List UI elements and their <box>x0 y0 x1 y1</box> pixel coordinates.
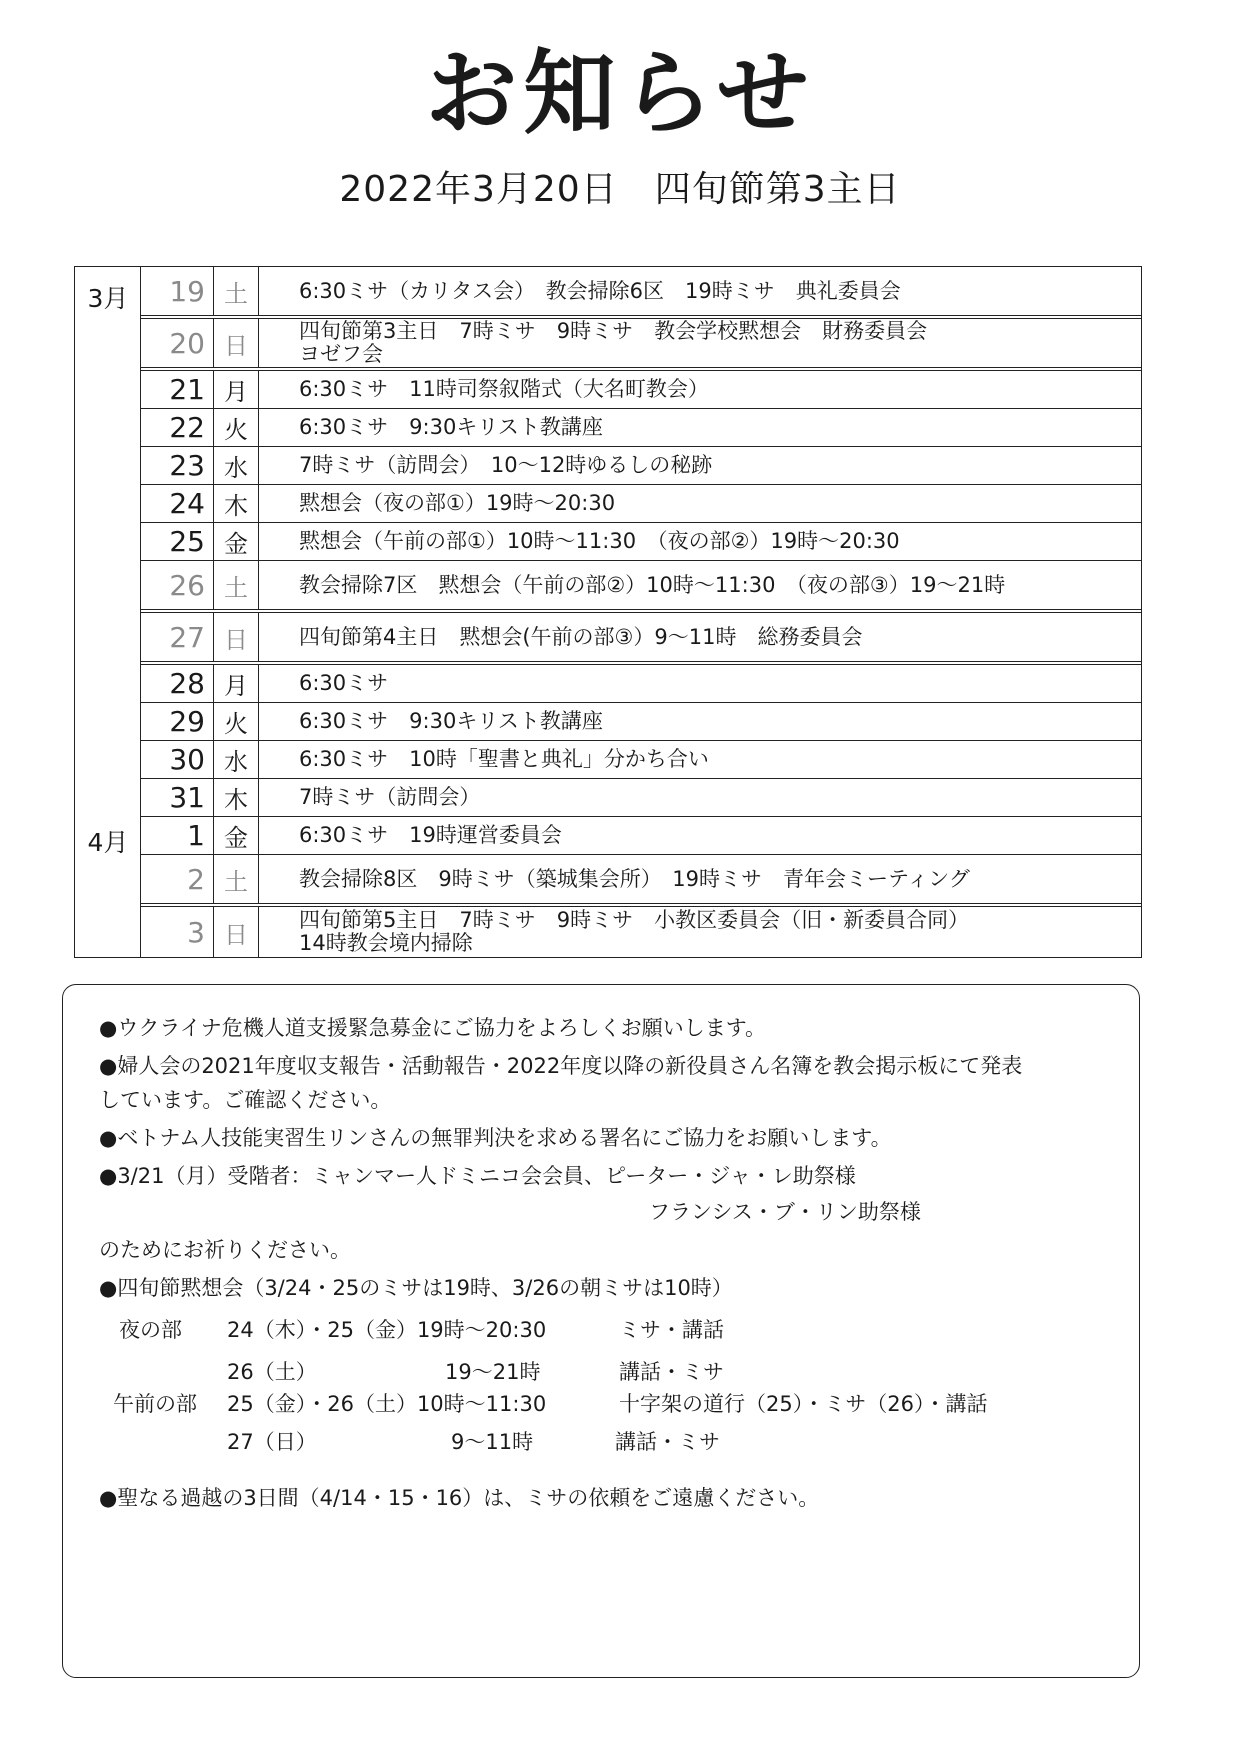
day-number: 27 <box>141 613 214 661</box>
notice-ordination-name: フランシス・ブ・リン助祭様 <box>649 1200 921 1224</box>
day-number: 2 <box>141 855 214 903</box>
weekday: 土 <box>214 855 259 903</box>
retreat-night1-items: ミサ・講話 <box>619 1318 724 1342</box>
schedule-row <box>141 613 1141 665</box>
retreat-morning2-date: 27（日） <box>227 1430 317 1454</box>
schedule-row <box>141 817 1141 855</box>
notice-triduum: ●聖なる過越の3日間（4/14・15・16）は、ミサの依頼をご遠慮ください。 <box>99 1486 820 1510</box>
weekday: 火 <box>214 409 259 446</box>
day-events: 6:30ミサ 10時「聖書と典礼」分かち合い <box>299 747 709 771</box>
schedule-row <box>141 741 1141 779</box>
weekday: 火 <box>214 703 259 740</box>
day-events: 教会掃除8区 9時ミサ（築城集会所） 19時ミサ 青年会ミーティング <box>299 866 970 891</box>
schedule-row <box>141 703 1141 741</box>
schedule-row <box>141 485 1141 523</box>
day-events: 6:30ミサ 9:30キリスト教講座 <box>299 415 603 439</box>
retreat-morning1-items: 十字架の道行（25）・ミサ（26）・講話 <box>619 1392 988 1416</box>
weekday: 月 <box>214 371 259 408</box>
weekday: 水 <box>214 447 259 484</box>
notice-ukraine-fund: ●ウクライナ危機人道支援緊急募金にご協力をよろしくお願いします。 <box>99 1016 767 1040</box>
notice-retreat: ●四旬節黙想会（3/24・25のミサは19時、3/26の朝ミサは10時） <box>99 1276 733 1300</box>
day-number: 22 <box>141 409 214 446</box>
day-events: 四旬節第5主日 7時ミサ 9時ミサ 小教区委員会（旧・新委員合同） 14時教会境内掃除 <box>299 908 970 955</box>
schedule-row <box>141 409 1141 447</box>
schedule-row <box>141 561 1141 613</box>
day-events: 黙想会（午前の部①）10時～11:30 （夜の部②）19時～20:30 <box>299 529 900 553</box>
schedule-row <box>141 907 1141 957</box>
retreat-morning-label: 午前の部 <box>113 1392 197 1416</box>
retreat-night2-date: 26（土） <box>227 1360 317 1384</box>
day-number: 25 <box>141 523 214 560</box>
notices-box <box>62 984 1140 1678</box>
day-events: 7時ミサ（訪問会） <box>299 785 481 809</box>
retreat-morning2-items: 講話・ミサ <box>615 1430 720 1454</box>
schedule-row <box>141 523 1141 561</box>
weekday: 金 <box>214 523 259 560</box>
weekday: 土 <box>214 267 259 315</box>
retreat-night-label: 夜の部 <box>119 1318 182 1342</box>
notice-womens-society-cont: しています。ご確認ください。 <box>99 1088 392 1112</box>
retreat-night2-items: 講話・ミサ <box>619 1360 724 1384</box>
weekday: 日 <box>214 613 259 661</box>
day-number: 21 <box>141 371 214 408</box>
day-number: 23 <box>141 447 214 484</box>
day-number: 3 <box>141 907 214 957</box>
day-events: 四旬節第4主日 黙想会(午前の部③）9～11時 総務委員会 <box>299 624 863 649</box>
day-number: 1 <box>141 817 214 854</box>
day-number: 20 <box>141 319 214 367</box>
weekday: 土 <box>214 561 259 609</box>
month-label-march: 3月 <box>87 284 129 313</box>
month-label-april: 4月 <box>87 828 129 857</box>
day-events: 6:30ミサ <box>299 671 389 695</box>
retreat-morning1-date: 25（金）・26（土）10時～11:30 <box>227 1392 547 1416</box>
schedule-row <box>141 855 1141 907</box>
day-number: 29 <box>141 703 214 740</box>
retreat-night1-date: 24（木）・25（金）19時～20:30 <box>227 1318 547 1342</box>
weekday: 日 <box>214 907 259 957</box>
month-column <box>75 267 141 957</box>
day-number: 19 <box>141 267 214 315</box>
schedule-row <box>141 267 1141 319</box>
weekday: 金 <box>214 817 259 854</box>
day-events: 6:30ミサ（カリタス会） 教会掃除6区 19時ミサ 典礼委員会 <box>299 278 901 303</box>
retreat-night2-time: 19～21時 <box>445 1360 541 1384</box>
day-events: 6:30ミサ 9:30キリスト教講座 <box>299 709 603 733</box>
notice-petition: ●ベトナム人技能実習生リンさんの無罪判決を求める署名にご協力をお願いします。 <box>99 1126 892 1150</box>
schedule-row <box>141 319 1141 371</box>
schedule-row <box>141 447 1141 485</box>
schedule-table <box>74 266 1142 958</box>
day-events: 四旬節第3主日 7時ミサ 9時ミサ 教会学校黙想会 財務委員会 ヨゼフ会 <box>299 319 928 366</box>
day-events: 6:30ミサ 11時司祭叙階式（大名町教会） <box>299 377 709 401</box>
weekday: 日 <box>214 319 259 367</box>
retreat-morning2-time: 9～11時 <box>451 1430 534 1454</box>
notice-ordination-prayer: のためにお祈りください。 <box>99 1238 351 1262</box>
day-events: 教会掃除7区 黙想会（午前の部②）10時～11:30 （夜の部③）19～21時 <box>299 572 1006 597</box>
day-events: 6:30ミサ 19時運営委員会 <box>299 823 562 847</box>
day-number: 24 <box>141 485 214 522</box>
notice-ordination: ●3/21（月）受階者：ミャンマー人ドミニコ会会員、ピーター・ジャ・レ助祭様 <box>99 1164 856 1188</box>
day-number: 26 <box>141 561 214 609</box>
weekday: 月 <box>214 665 259 702</box>
weekday: 木 <box>214 779 259 816</box>
schedule-row <box>141 665 1141 703</box>
page-title: お知らせ <box>425 40 815 147</box>
day-events: 黙想会（夜の部①）19時～20:30 <box>299 491 616 515</box>
page-subtitle: 2022年3月20日 四旬節第3主日 <box>339 169 901 210</box>
day-events: 7時ミサ（訪問会） 10～12時ゆるしの秘跡 <box>299 453 713 477</box>
day-number: 30 <box>141 741 214 778</box>
weekday: 水 <box>214 741 259 778</box>
schedule-row <box>141 779 1141 817</box>
notice-womens-society: ●婦人会の2021年度収支報告・活動報告・2022年度以降の新役員さん名簿を教会掲示板にて発表 <box>99 1054 1023 1078</box>
day-number: 28 <box>141 665 214 702</box>
day-number: 31 <box>141 779 214 816</box>
weekday: 木 <box>214 485 259 522</box>
schedule-row <box>141 371 1141 409</box>
